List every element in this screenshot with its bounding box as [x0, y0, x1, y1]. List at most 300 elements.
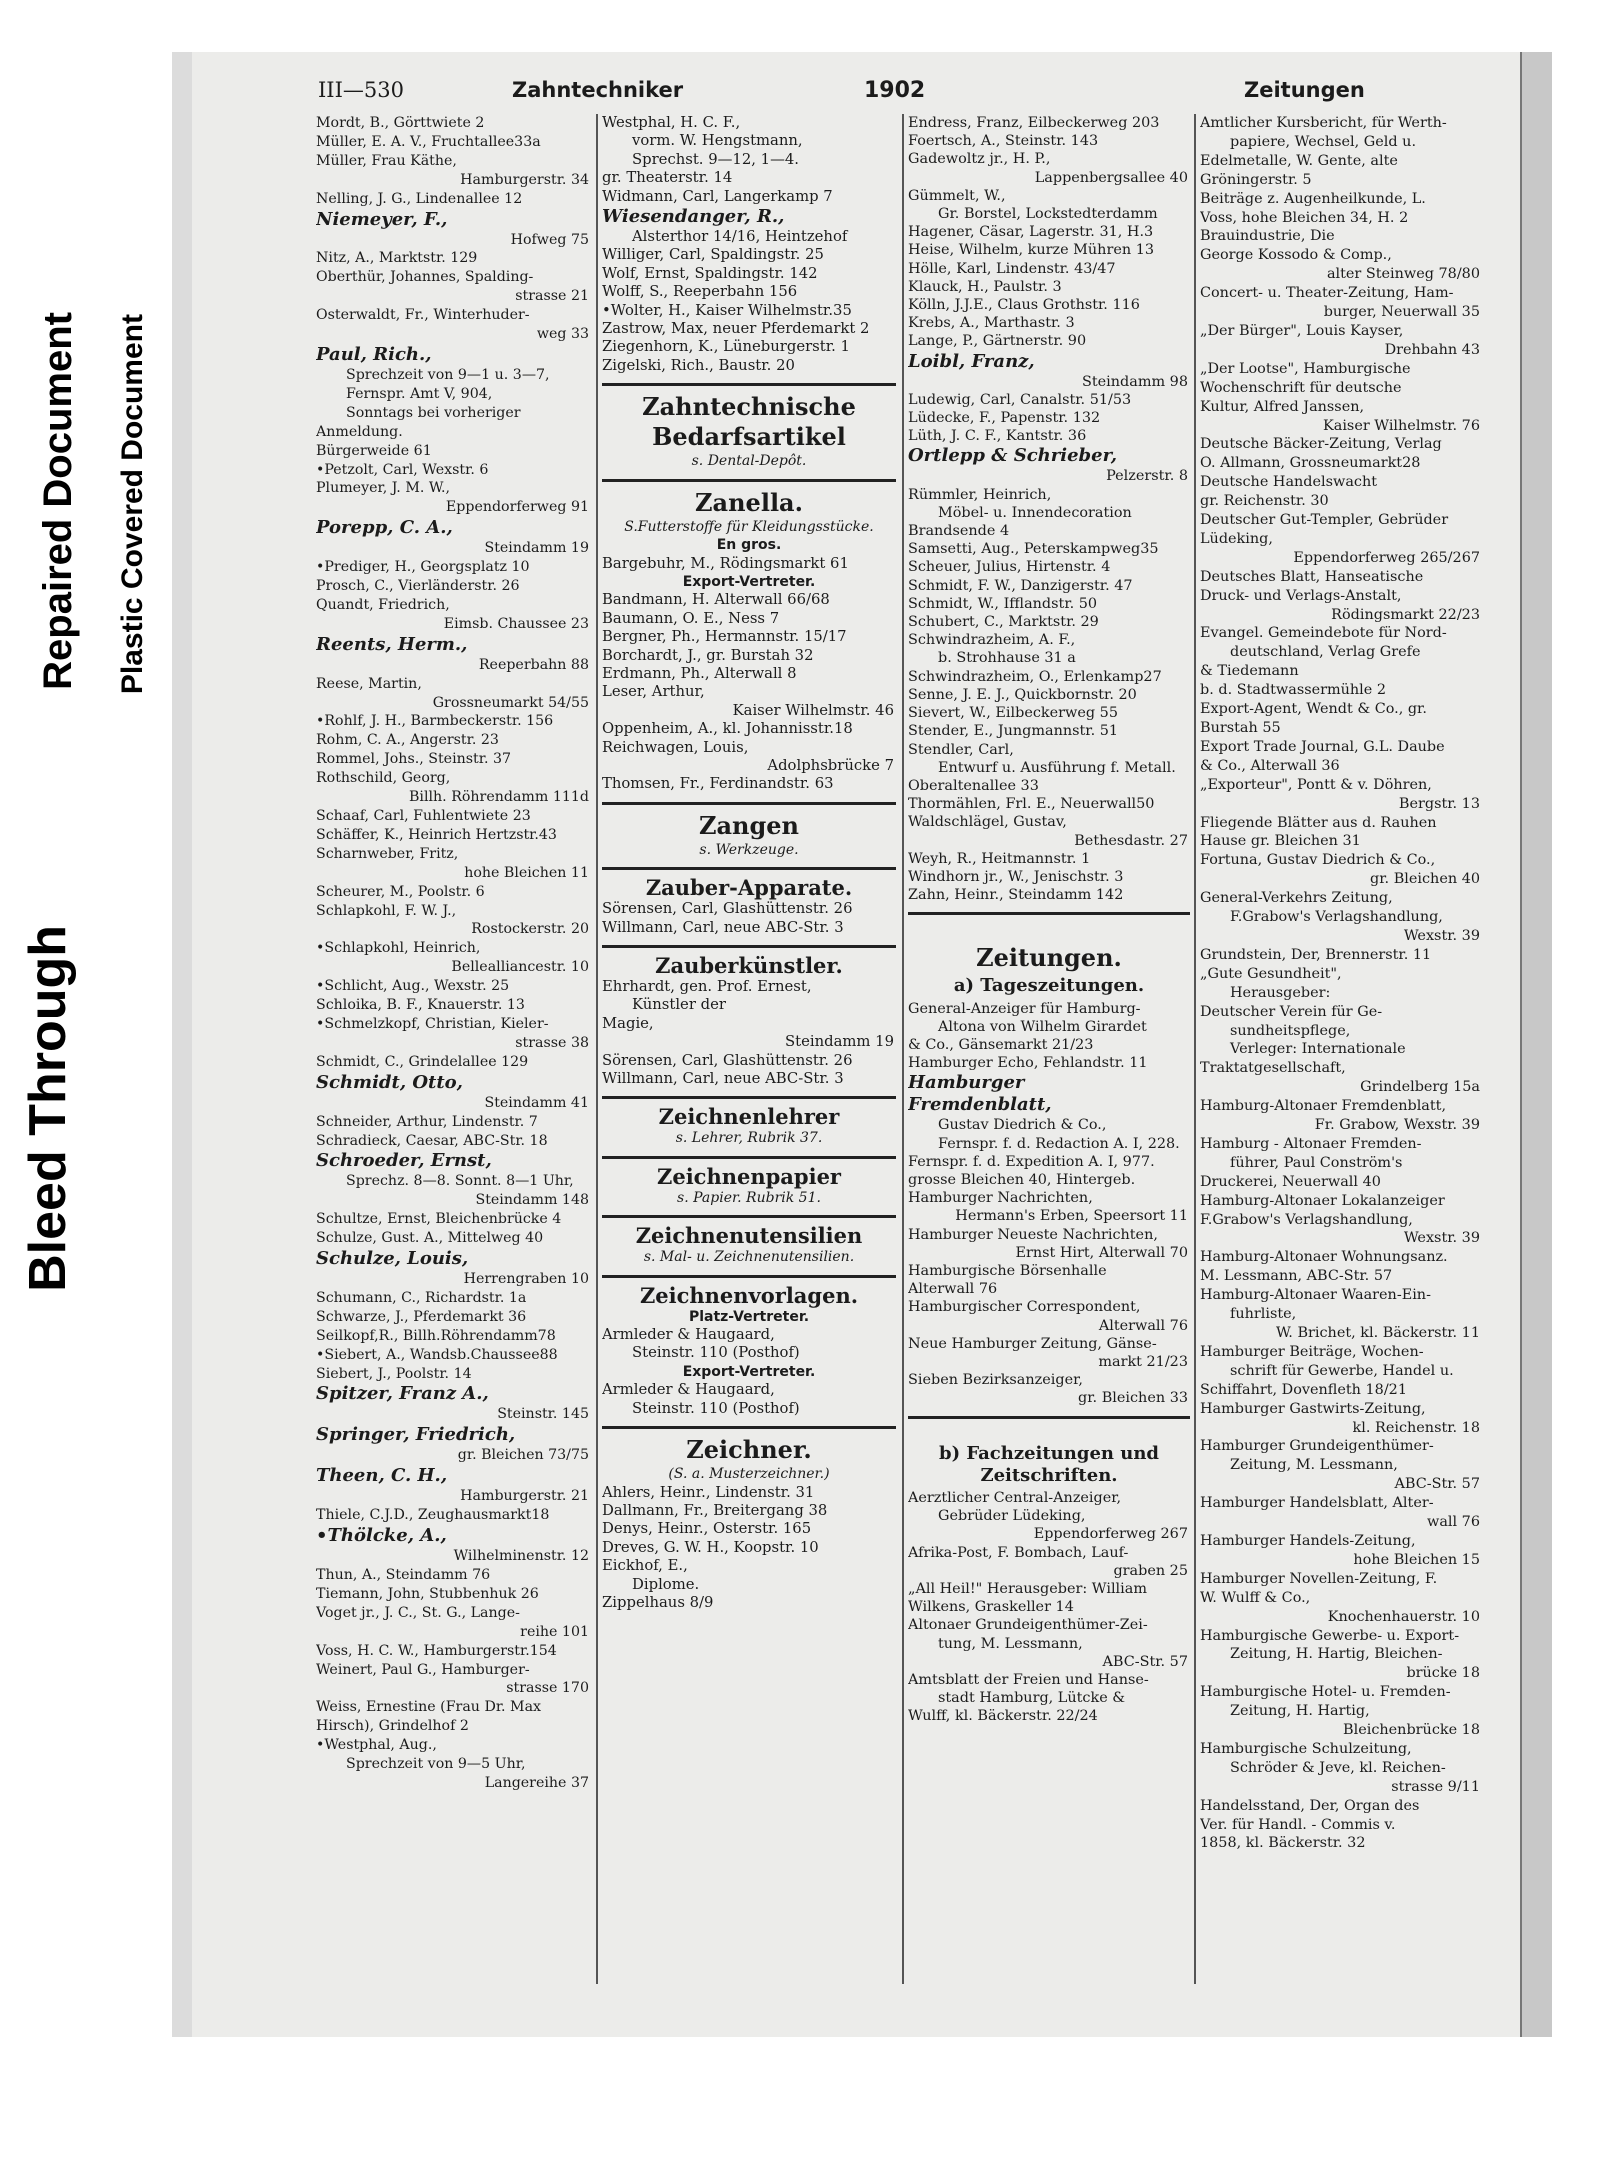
list-item: Deutscher Verein für Ge-: [1200, 1003, 1383, 1020]
list-item: Rümmler, Heinrich,: [908, 486, 1052, 503]
list-item: Sörensen, Carl, Glashüttenstr. 26: [602, 1051, 853, 1069]
list-item: Aerztlicher Central-Anzeiger,: [908, 1490, 1122, 1506]
list-item: Bargebuhr, M., Rödingsmarkt 61: [602, 554, 849, 572]
list-item: Senne, J. E. J., Quickbornstr. 20: [908, 686, 1137, 703]
list-item: Schwarze, J., Pferdemarkt 36: [316, 1308, 527, 1325]
list-item: Pelzerstr. 8: [1106, 468, 1188, 485]
list-item: Concert- u. Theater-Zeitung, Ham-: [1200, 285, 1454, 302]
list-item: Hamburg-Altonaer Fremdenblatt,: [1200, 1098, 1447, 1115]
list-item: Schloika, B. F., Knauerstr. 13: [316, 997, 525, 1014]
list-item: • Siebert, A., Wandsb.Chaussee88: [316, 1346, 591, 1365]
list-item: Wulff, kl. Bäckerstr. 22/24: [908, 1708, 1098, 1725]
list-item: Zahn, Heinr., Steindamm 142: [908, 887, 1124, 904]
list-item: Osterwaldt, Fr., Winterhuder-: [316, 307, 530, 324]
list-item: Prosch, C., Vierländerstr. 26: [316, 578, 520, 595]
list-item: Deutscher Gut-Templer, Gebrüder: [1200, 512, 1449, 529]
list-item: Hamburger: [908, 1072, 1025, 1094]
list-item: Reichwagen, Louis,: [602, 738, 749, 756]
list-item: Möbel- u. Innendecoration: [938, 504, 1132, 521]
list-item: Fr. Grabow, Wexstr. 39: [1314, 1117, 1480, 1134]
list-item: Lange, P., Gärtnerstr. 90: [908, 333, 1087, 350]
list-item: Beiträge z. Augenheilkunde, L.: [1200, 190, 1426, 207]
list-item: Rothschild, Georg,: [316, 770, 451, 787]
list-item: Quandt, Friedrich,: [316, 596, 450, 613]
list-item: Schmidt, F. W., Danzigerstr. 47: [908, 577, 1133, 594]
list-item: Oberthür, Johannes, Spalding-: [316, 269, 534, 286]
list-item: „All Heil!" Herausgeber: William: [908, 1581, 1147, 1598]
list-item: Armleder & Haugaard,: [602, 1381, 775, 1399]
list-item: Fernspr. f. d. Redaction A. I, 228.: [938, 1135, 1180, 1152]
list-item: Fortuna, Gustav Diedrich & Co.,: [1200, 852, 1436, 869]
section-heading: Zeichnenutensilien: [635, 1224, 863, 1249]
list-item: Wolf, Ernst, Spaldingstr. 142: [602, 264, 818, 282]
list-item: vorm. W. Hengstmann,: [632, 132, 803, 150]
list-item: Krebs, A., Marthastr. 3: [908, 315, 1075, 332]
list-item: gr. Bleichen 40: [1370, 871, 1480, 888]
list-item: Gustav Diedrich & Co.,: [938, 1117, 1107, 1134]
list-item: gr. Bleichen 73/75: [457, 1447, 589, 1464]
list-item: Schröder & Jeve, kl. Reichen-: [1230, 1759, 1446, 1776]
list-item: Foertsch, A., Steinstr. 143: [908, 133, 1099, 150]
list-item: • Schlapkohl, Heinrich,: [316, 939, 591, 958]
list-item: Heise, Wilhelm, kurze Mühren 13: [908, 242, 1155, 259]
list-item: Schulze, Louis,: [316, 1248, 469, 1270]
list-item: weg 33: [536, 326, 589, 343]
list-item: Hamburger Handelsblatt, Alter-: [1200, 1495, 1434, 1512]
list-item: Schäffer, K., Heinrich Hertzstr.43: [316, 826, 557, 843]
list-item: Wilhelminenstr. 12: [453, 1548, 589, 1565]
list-item: Gr. Borstel, Lockstedterdamm: [938, 206, 1158, 223]
list-item: • Westphal, Aug.,: [316, 1736, 591, 1755]
year: 1902: [864, 78, 926, 103]
list-item: Grindelberg 15a: [1360, 1079, 1480, 1096]
list-item: Gebrüder Lüdeking,: [938, 1508, 1086, 1525]
subsection-heading: a) Tageszeitungen.: [953, 977, 1145, 996]
list-item: Alterwall 76: [908, 1281, 998, 1298]
list-item: graben 25: [1113, 1562, 1188, 1579]
cross-reference: s. Mal- u. Zeichnenutensilien.: [643, 1249, 855, 1266]
list-item: Hamburgischer Correspondent,: [908, 1299, 1141, 1316]
list-item: Ahlers, Heinr., Lindenstr. 31: [602, 1483, 815, 1501]
list-item: Zeitung, M. Lessmann,: [1230, 1457, 1398, 1474]
list-item: George Kossodo & Comp.,: [1200, 247, 1392, 264]
list-item: Weinert, Paul G., Hamburger-: [316, 1661, 530, 1678]
list-item: gr. Reichenstr. 30: [1200, 493, 1329, 510]
document-condition-label: [0, 52, 173, 1302]
subsection-label: En gros.: [716, 537, 782, 554]
list-item: Ver. für Handl. - Commis v.: [1200, 1816, 1396, 1833]
list-item: Endress, Franz, Eilbeckerweg 203: [908, 115, 1160, 131]
list-item: Hamburg-Altonaer Lokalanzeiger: [1200, 1192, 1445, 1209]
list-item: • Schmelzkopf, Christian, Kieler-: [316, 1015, 591, 1034]
list-item: Fremdenblatt,: [908, 1094, 1052, 1116]
list-item: Sonntags bei vorheriger: [346, 404, 521, 421]
list-item: Baumann, O. E., Ness 7: [602, 609, 780, 627]
list-item: Künstler der: [632, 996, 726, 1014]
list-item: Drehbahn 43: [1384, 341, 1480, 358]
list-item: Voget jr., J. C., St. G., Lange-: [316, 1604, 520, 1621]
list-item: Lüdeking,: [1200, 530, 1273, 547]
list-item: deutschland, Verlag Grefe: [1230, 644, 1421, 661]
list-item: Dallmann, Fr., Breitergang 38: [602, 1501, 828, 1519]
list-item: Bandmann, H. Alterwall 66/68: [602, 591, 830, 609]
list-item: Druck- und Verlags-Anstalt,: [1200, 587, 1402, 604]
list-item: Hamburger Gastwirts-Zeitung,: [1200, 1400, 1426, 1417]
list-item: Schiffahrt, Dovenfleth 18/21: [1200, 1381, 1407, 1398]
list-item: Ludewig, Carl, Canalstr. 51/53: [908, 391, 1132, 408]
list-item: Grossneumarkt 54/55: [432, 694, 589, 711]
list-item: Hamburger Beiträge, Wochen-: [1200, 1343, 1424, 1360]
list-item: Adolphsbrücke 7: [767, 756, 894, 774]
list-item: • Thölcke, A.,: [316, 1525, 591, 1547]
list-item: Schlapkohl, F. W. J.,: [316, 902, 457, 919]
list-item: Tiemann, John, Stubbenhuk 26: [316, 1585, 539, 1602]
list-item: Knochenhauerstr. 10: [1327, 1608, 1480, 1625]
list-item: Wochenschrift für deutsche: [1200, 379, 1402, 396]
list-item: & Co., Alterwall 36: [1200, 757, 1340, 774]
list-item: Thormählen, Frl. E., Neuerwall50: [908, 796, 1155, 813]
column-1: [316, 114, 591, 1793]
list-item: „Exporteur", Pontt & v. Döhren,: [1200, 776, 1432, 793]
section-heading: Zeichner.: [686, 1435, 812, 1465]
list-item: • Wolter, H., Kaiser Wilhelmstr.35: [602, 302, 896, 320]
list-item: Ernst Hirt, Alterwall 70: [1015, 1244, 1188, 1261]
list-item: Schulze, Gust. A., Mittelweg 40: [316, 1230, 544, 1247]
list-item: Export-Agent, Wendt & Co., gr.: [1200, 701, 1427, 718]
list-item: • Prediger, H., Georgsplatz 10: [316, 558, 591, 577]
list-item: Windhorn jr., W., Jenischstr. 3: [908, 868, 1124, 885]
directory-page: [192, 52, 1526, 2037]
list-item: Scheurer, M., Poolstr. 6: [316, 883, 485, 900]
section-heading: Zauber-Apparate.: [645, 876, 853, 901]
list-item: Willmann, Carl, neue ABC-Str. 3: [602, 918, 844, 936]
list-item: M. Lessmann, ABC-Str. 57: [1200, 1268, 1393, 1285]
list-item: Anmeldung.: [316, 423, 403, 440]
list-item: Samsetti, Aug., Peterskampweg35: [908, 541, 1159, 558]
list-item: Reese, Martin,: [316, 675, 422, 692]
list-item: Springer, Friedrich,: [316, 1424, 516, 1446]
section-heading: Zahntechnische: [642, 392, 856, 422]
list-item: 1858, kl. Bäckerstr. 32: [1200, 1835, 1366, 1852]
list-item: Reeperbahn 88: [478, 656, 589, 673]
list-item: reihe 101: [520, 1623, 589, 1640]
list-item: Denys, Heinr., Osterstr. 165: [602, 1520, 812, 1538]
list-item: Hölle, Karl, Lindenstr. 43/47: [908, 260, 1116, 277]
list-item: Lappenbergsallee 40: [1034, 169, 1188, 186]
list-item: Hamburger Nachrichten,: [908, 1190, 1093, 1207]
list-item: & Co., Gänsemarkt 21/23: [908, 1036, 1094, 1053]
list-item: b. d. Stadtwassermühle 2: [1200, 682, 1387, 699]
list-item: hohe Bleichen 15: [1353, 1551, 1480, 1568]
list-item: Herrengraben 10: [463, 1271, 589, 1288]
list-item: Hamburger Neueste Nachrichten,: [908, 1226, 1158, 1243]
list-item: ABC-Str. 57: [1394, 1476, 1480, 1493]
list-item: Hamburger Handels-Zeitung,: [1200, 1532, 1416, 1549]
subsection-label: Export-Vertreter.: [682, 573, 816, 590]
section-heading: Zeichnenlehrer: [658, 1105, 840, 1130]
list-item: W. Brichet, kl. Bäckerstr. 11: [1276, 1325, 1480, 1341]
list-item: Billh. Röhrendamm 111d: [409, 789, 589, 806]
list-item: Deutsche Bäcker-Zeitung, Verlag: [1200, 436, 1442, 453]
list-item: Schmidt, W., Ifflandstr. 50: [908, 595, 1098, 612]
subsection-heading: b) Fachzeitungen und: [938, 1444, 1160, 1463]
list-item: Schwindrazheim, O., Erlenkamp27: [908, 668, 1162, 685]
plastic-covered-label: Plastic Covered Document: [116, 314, 149, 695]
list-item: Weyh, R., Heitmannstr. 1: [908, 850, 1091, 867]
left-running-title: Zahntechniker: [512, 78, 684, 102]
list-item: Hamburgerstr. 34: [460, 171, 589, 188]
list-item: Altona von Wilhelm Girardet: [938, 1018, 1147, 1035]
list-item: Alsterthor 14/16, Heintzehof: [632, 228, 848, 246]
subsection-label: Platz-Vertreter.: [688, 1308, 810, 1325]
list-item: Sieben Bezirksanzeiger,: [908, 1372, 1083, 1389]
list-item: Sprechst. 9—12, 1—4.: [632, 150, 799, 168]
list-item: Sörensen, Carl, Glashüttenstr. 26: [602, 900, 853, 918]
list-item: Zastrow, Max, neuer Pferdemarkt 2: [602, 320, 870, 338]
page-header: [192, 78, 1526, 112]
cross-reference: s. Werkzeuge.: [699, 841, 799, 858]
list-item: Williger, Carl, Spaldingstr. 25: [602, 246, 824, 264]
list-item: Hamburg - Altonaer Fremden-: [1200, 1135, 1422, 1152]
list-item: Steindamm 41: [484, 1094, 589, 1111]
page-edge: [1520, 52, 1552, 2037]
list-item: Altonaer Grundeigenthümer-Zei-: [908, 1617, 1148, 1634]
list-item: Leser, Arthur,: [602, 683, 705, 701]
list-item: Nitz, A., Marktstr. 129: [316, 250, 478, 267]
list-item: Kölln, J.J.E., Claus Grothstr. 116: [908, 297, 1140, 314]
list-item: sundheitspflege,: [1230, 1022, 1351, 1039]
list-item: Kultur, Alfred Janssen,: [1200, 398, 1365, 415]
list-item: Schumann, C., Richardstr. 1a: [316, 1289, 527, 1306]
list-item: Hause gr. Bleichen 31: [1200, 833, 1361, 850]
list-item: Eppendorferweg 265/267: [1293, 549, 1480, 566]
list-item: fuhrliste,: [1230, 1306, 1297, 1323]
list-item: Hamburgische Börsenhalle: [908, 1262, 1107, 1279]
list-item: Brandsende 4: [908, 523, 1010, 540]
list-item: Hamburger Grundeigenthümer-: [1200, 1438, 1434, 1455]
column-divider: [902, 114, 904, 1984]
list-item: Schmidt, Otto,: [316, 1071, 463, 1093]
list-item: Alterwall 76: [1098, 1317, 1188, 1334]
list-item: Entwurf u. Ausführung f. Metall.: [938, 759, 1176, 776]
column-4: [1200, 114, 1482, 1853]
list-item: Steindamm 19: [484, 540, 589, 557]
section-heading: Zangen: [698, 810, 800, 840]
list-item: papiere, Wechsel, Geld u.: [1230, 133, 1417, 150]
list-item: Eppendorferweg 267: [1033, 1526, 1188, 1543]
cross-reference: s. Lehrer, Rubrik 37.: [675, 1130, 823, 1147]
list-item: grosse Bleichen 40, Hintergeb.: [908, 1171, 1136, 1188]
section-heading: Zanella.: [695, 487, 803, 517]
list-item: Neue Hamburger Zeitung, Gänse-: [908, 1335, 1157, 1352]
list-item: Wexstr. 39: [1403, 1230, 1480, 1247]
list-item: Hirsch), Grindelhof 2: [316, 1718, 469, 1735]
list-item: Bellealliancestr. 10: [451, 959, 589, 976]
list-item: Bergstr. 13: [1398, 795, 1480, 812]
list-item: ABC-Str. 57: [1102, 1653, 1188, 1670]
subsection-label: Export-Vertreter.: [682, 1363, 816, 1380]
list-item: stadt Hamburg, Lütcke &: [938, 1690, 1126, 1707]
cross-reference: s. Dental-Depôt.: [691, 453, 807, 470]
list-item: kl. Reichenstr. 18: [1352, 1419, 1480, 1436]
list-item: burger, Neuerwall 35: [1323, 304, 1480, 321]
list-item: Wilkens, Graskeller 14: [908, 1599, 1074, 1616]
list-item: Hamburg-Altonaer Waaren-Ein-: [1200, 1287, 1431, 1304]
list-item: tung, M. Lessmann,: [938, 1635, 1083, 1652]
list-item: brücke 18: [1406, 1665, 1480, 1682]
list-item: Hagener, Cäsar, Lagerstr. 31, H.3: [908, 224, 1154, 241]
list-item: Müller, Frau Käthe,: [316, 152, 457, 169]
list-item: Fliegende Blätter aus d. Rauhen: [1200, 814, 1437, 831]
list-item: Hamburgische Hotel- u. Fremden-: [1200, 1684, 1451, 1701]
list-item: Stendler, Carl,: [908, 741, 1014, 758]
list-item: Eppendorferweg 91: [445, 499, 589, 516]
list-item: Theen, C. H.,: [316, 1465, 448, 1487]
list-item: strasse 9/11: [1391, 1778, 1480, 1795]
list-item: Eimsb. Chaussee 23: [443, 615, 589, 632]
cross-reference: (S. a. Musterzeichner.): [668, 1466, 830, 1483]
list-item: Bethesdastr. 27: [1074, 832, 1188, 849]
list-item: Fernspr. Amt V, 904,: [346, 385, 493, 402]
cross-reference: s. Papier. Rubrik 51.: [677, 1189, 821, 1206]
list-item: „Der Lootse", Hamburgische: [1200, 360, 1411, 377]
list-item: Thomsen, Fr., Ferdinandstr. 63: [602, 775, 834, 793]
list-item: schrift für Gewerbe, Handel u.: [1230, 1362, 1454, 1379]
list-item: Thiele, C.J.D., Zeughausmarkt18: [316, 1507, 550, 1524]
list-item: Steindamm 98: [1082, 373, 1188, 390]
list-item: Schultze, Ernst, Bleichenbrücke 4: [316, 1211, 562, 1228]
list-item: Kaiser Wilhelmstr. 46: [732, 701, 894, 719]
list-item: Voss, hohe Bleichen 34, H. 2: [1200, 209, 1409, 226]
list-item: wall 76: [1427, 1514, 1480, 1531]
list-item: Scharnweber, Fritz,: [316, 845, 459, 862]
list-item: Steinstr. 145: [497, 1406, 589, 1423]
list-item: Oppenheim, A., kl. Johannisstr.18: [602, 720, 853, 738]
section-heading: Zeichnenpapier: [657, 1164, 841, 1189]
list-item: Stender, E., Jungmannstr. 51: [908, 723, 1119, 740]
list-item: • Petzolt, Carl, Wexstr. 6: [316, 461, 591, 480]
list-item: Wexstr. 39: [1403, 927, 1480, 944]
list-item: Ziegenhorn, K., Lüneburgerstr. 1: [602, 338, 850, 356]
list-item: Widmann, Carl, Langerkamp 7: [602, 187, 833, 205]
list-item: Traktatgesellschaft,: [1200, 1060, 1346, 1077]
list-item: Thun, A., Steindamm 76: [316, 1567, 491, 1583]
list-item: strasse 38: [515, 1034, 589, 1051]
list-item: W. Wulff & Co.,: [1200, 1589, 1311, 1606]
column-3: [908, 114, 1190, 1726]
list-item: Gröningerstr. 5: [1200, 171, 1312, 188]
list-item: Bleichenbrücke 18: [1343, 1722, 1480, 1739]
list-item: Rostockerstr. 20: [471, 921, 589, 938]
list-item: Eickhof, E.,: [602, 1557, 688, 1575]
list-item: Zippelhaus 8/9: [602, 1593, 714, 1611]
section-heading: Bedarfsartikel: [652, 422, 846, 452]
column-divider: [596, 114, 598, 1984]
list-item: Zeitung, H. Hartig, Bleichen-: [1230, 1646, 1443, 1663]
list-item: Sievert, W., Eilbeckerweg 55: [908, 705, 1118, 722]
list-item: hohe Bleichen 11: [464, 864, 589, 881]
list-item: O. Allmann, Grossneumarkt28: [1200, 455, 1421, 472]
list-item: Edelmetalle, W. Gente, alte: [1200, 152, 1398, 169]
list-item: Amtsblatt der Freien und Hanse-: [908, 1672, 1149, 1689]
list-item: Hamburgische Schulzeitung,: [1200, 1740, 1412, 1757]
section-heading: Zeichnenvorlagen.: [639, 1283, 859, 1308]
right-running-title: Zeitungen: [1244, 78, 1365, 102]
list-item: Export Trade Journal, G.L. Daube: [1200, 738, 1445, 755]
list-item: Voss, H. C. W., Hamburgerstr.154: [316, 1642, 557, 1659]
list-item: Scheuer, Julius, Hirtenstr. 4: [908, 559, 1111, 576]
list-item: Loibl, Franz,: [908, 350, 1035, 372]
list-item: Ehrhardt, gen. Prof. Ernest,: [602, 978, 812, 995]
list-item: Gadewoltz jr., H. P.,: [908, 151, 1051, 168]
list-item: Erdmann, Ph., Alterwall 8: [602, 664, 797, 682]
list-item: General-Anzeiger für Hamburg-: [908, 1000, 1141, 1017]
list-item: „Gute Gesundheit",: [1200, 965, 1342, 982]
list-item: Langereihe 37: [484, 1774, 589, 1791]
list-item: Mordt, B., Görttwiete 2: [316, 115, 485, 131]
list-item: Schroeder, Ernst,: [316, 1150, 492, 1172]
list-item: F.Grabow's Verlagshandlung,: [1200, 1211, 1413, 1228]
list-item: Sprechzeit von 9—1 u. 3—7,: [346, 366, 550, 383]
list-item: Müller, E. A. V., Fruchtallee33a: [316, 133, 541, 150]
list-item: Steindamm 148: [475, 1192, 589, 1209]
list-item: • Schlicht, Aug., Wexstr. 25: [316, 977, 591, 996]
list-item: strasse 21: [515, 288, 589, 305]
list-item: Hermann's Erben, Speersort 11: [955, 1208, 1188, 1225]
list-item: Plumeyer, J. M. W.,: [316, 480, 450, 497]
list-item: & Tiedemann: [1200, 663, 1299, 680]
list-item: Rödingsmarkt 22/23: [1331, 606, 1480, 623]
subsection-heading: Zeitschriften.: [980, 1466, 1118, 1485]
list-item: Herausgeber:: [1230, 984, 1331, 1001]
list-item: Niemeyer, F.,: [316, 208, 448, 230]
section-heading: Zeitungen.: [976, 943, 1122, 973]
list-item: Willmann, Carl, neue ABC-Str. 3: [602, 1070, 844, 1088]
list-item: b. Strohhause 31 a: [938, 650, 1076, 667]
cross-reference: S.Futterstoffe für Kleidungsstücke.: [624, 518, 874, 535]
list-item: Klauck, H., Paulstr. 3: [908, 278, 1062, 295]
list-item: Siebert, J., Poolstr. 14: [316, 1365, 472, 1382]
list-item: Fernspr. f. d. Expedition A. I, 977.: [908, 1153, 1155, 1170]
list-item: Kaiser Wilhelmstr. 76: [1323, 417, 1480, 434]
list-item: Westphal, H. C. F.,: [602, 114, 741, 131]
list-item: Wiesendanger, R.,: [602, 206, 785, 228]
list-item: „Der Bürger", Louis Kayser,: [1200, 322, 1404, 339]
list-item: Reents, Herm.,: [316, 633, 468, 655]
scanned-page: [172, 52, 1552, 2037]
list-item: Lüth, J. C. F., Kantstr. 36: [908, 428, 1087, 445]
list-item: Brauindustrie, Die: [1200, 228, 1335, 245]
list-item: Sprechzeit von 9—5 Uhr,: [346, 1756, 526, 1773]
list-item: alter Steinweg 78/80: [1326, 266, 1480, 283]
list-item: gr. Bleichen 33: [1078, 1390, 1188, 1407]
page-number: III—530: [318, 78, 404, 102]
list-item: Diplome.: [632, 1575, 700, 1593]
list-item: Verleger: Internationale: [1230, 1041, 1406, 1058]
list-item: Amtlicher Kursbericht, für Werth-: [1200, 115, 1447, 131]
list-item: strasse 170: [506, 1680, 589, 1697]
list-item: Deutsche Handelswacht: [1200, 474, 1378, 491]
list-item: Sprechz. 8—8. Sonnt. 8—1 Uhr,: [346, 1173, 574, 1190]
list-item: Schradieck, Caesar, ABC-Str. 18: [316, 1132, 548, 1149]
column-divider: [1194, 114, 1196, 1984]
list-item: gr. Theaterstr. 14: [602, 169, 733, 187]
list-item: Nelling, J. G., Lindenallee 12: [316, 190, 523, 207]
list-item: Hamburg-Altonaer Wohnungsanz.: [1200, 1249, 1448, 1266]
list-item: Rommel, Johs., Steinstr. 37: [316, 751, 512, 768]
section-heading: Zauberkünstler.: [655, 954, 843, 978]
list-item: Schubert, C., Marktstr. 29: [908, 614, 1099, 631]
